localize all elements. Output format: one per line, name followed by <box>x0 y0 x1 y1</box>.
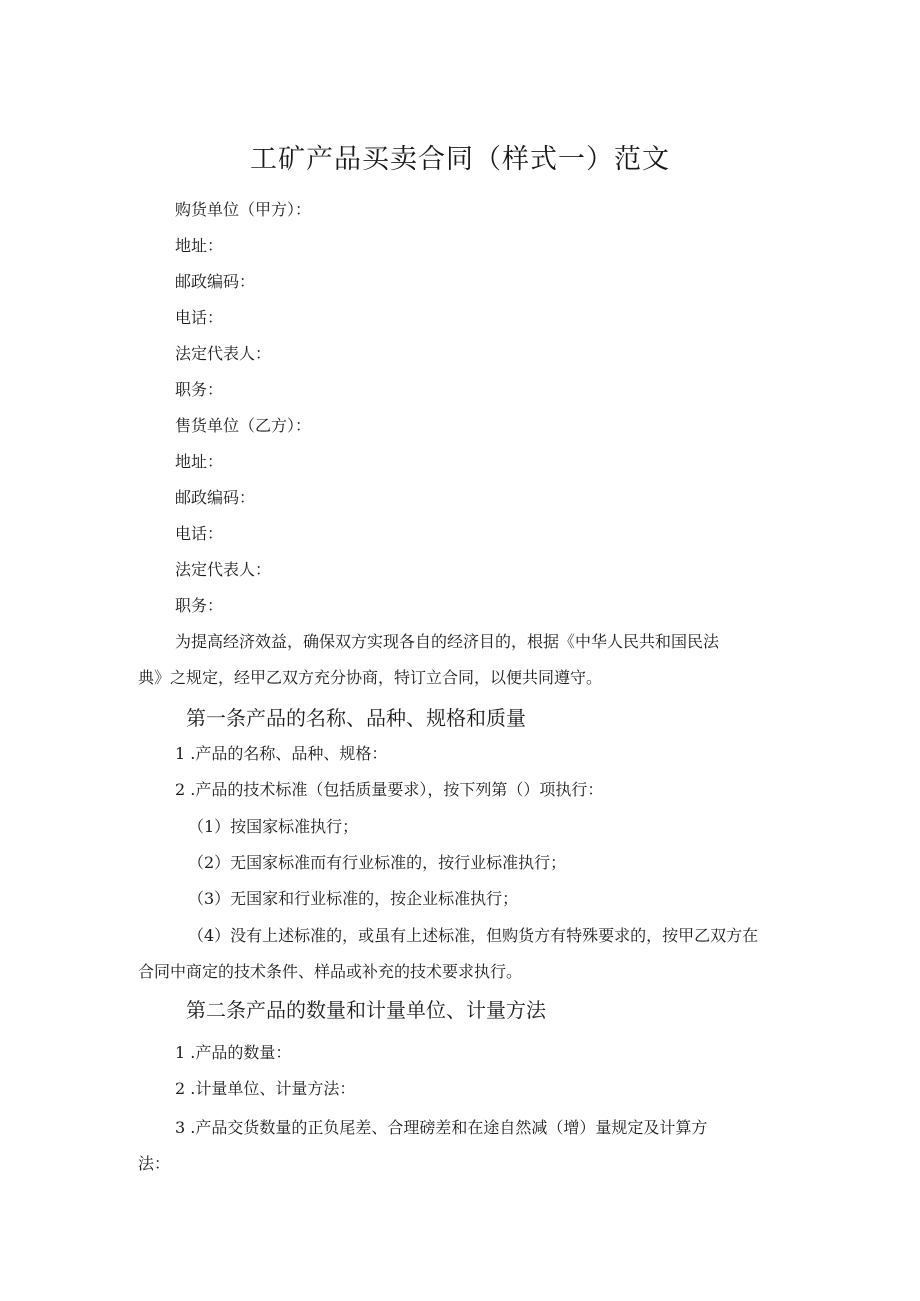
article-2-heading: 第二条产品的数量和计量单位、计量方法 <box>186 998 546 1022</box>
article-1-sub-2: （2）无国家标准而有行业标准的，按行业标准执行； <box>188 853 567 872</box>
article-1-item-2: 2 .产品的技术标准（包括质量要求），按下列第（）项执行： <box>175 780 604 799</box>
article-1-heading: 第一条产品的名称、品种、规格和质量 <box>186 706 526 730</box>
article-1-item-1: 1 .产品的名称、品种、规格： <box>175 744 388 763</box>
article-2-item-3-line-1: 3 .产品交货数量的正负尾差、合理磅差和在途自然减（增）量规定及计算方 <box>175 1118 708 1137</box>
seller-phone: 电话： <box>175 524 224 543</box>
buyer-position: 职务： <box>175 380 224 399</box>
article-1-sub-1: （1）按国家标准执行； <box>188 817 359 836</box>
article-2-item-1: 1 .产品的数量： <box>175 1043 292 1062</box>
seller-position: 职务： <box>175 596 224 615</box>
seller-legal-rep: 法定代表人： <box>175 560 272 579</box>
article-1-sub-4-line-2: 合同中商定的技术条件、样品或补充的技术要求执行。 <box>138 962 523 981</box>
buyer-postcode: 邮政编码： <box>175 272 256 291</box>
seller-address: 地址： <box>175 452 224 471</box>
seller-postcode: 邮政编码： <box>175 488 256 507</box>
article-2-item-3-line-2: 法： <box>138 1154 171 1173</box>
buyer-phone: 电话： <box>175 308 224 327</box>
document-title: 工矿产品买卖合同（样式一）范文 <box>250 144 670 175</box>
article-1-sub-3: （3）无国家和行业标准的，按企业标准执行； <box>188 889 519 908</box>
buyer-address: 地址： <box>175 236 224 255</box>
article-2-item-2: 2 .计量单位、计量方法： <box>175 1079 356 1098</box>
buyer-legal-rep: 法定代表人： <box>175 344 272 363</box>
preamble-line-2: 典》之规定，经甲乙双方充分协商，特订立合同，以便共同遵守。 <box>138 668 603 687</box>
buyer-unit: 购货单位（甲方）： <box>175 200 312 219</box>
article-1-sub-4-line-1: （4）没有上述标准的，或虽有上述标准，但购货方有特殊要求的，按甲乙双方在 <box>188 926 759 945</box>
seller-unit: 售货单位（乙方）： <box>175 416 312 435</box>
preamble-line-1: 为提高经济效益，确保双方实现各自的经济目的，根据《中华人民共和国民法 <box>175 632 720 651</box>
